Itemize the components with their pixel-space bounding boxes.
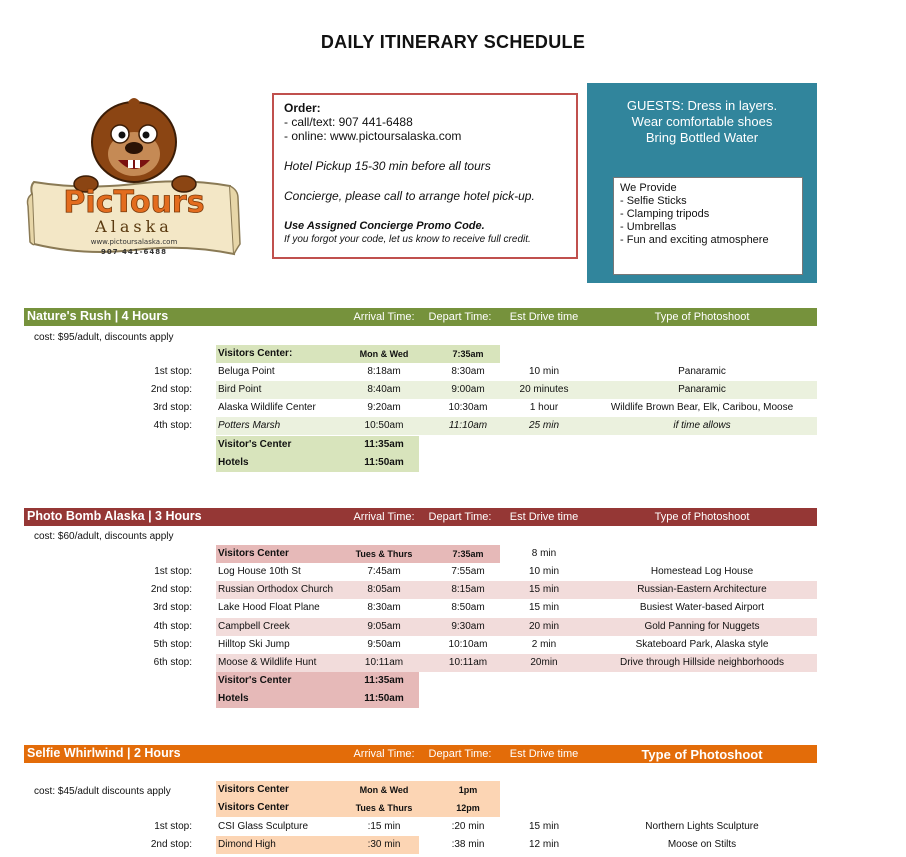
- photoshoot-type: if time allows: [673, 420, 731, 431]
- depart-time: 8:50am: [451, 602, 485, 613]
- logo-brand-bottom: Alaska: [95, 217, 173, 236]
- provide-item: - Umbrellas: [620, 221, 677, 233]
- stop-label: 2nd stop:: [150, 384, 192, 395]
- col-drive: Est Drive time: [509, 748, 579, 760]
- stop-label: 4th stop:: [153, 420, 192, 431]
- schedule-row: [24, 454, 817, 472]
- drive-time: 15 min: [528, 602, 559, 613]
- stop-label: [124, 781, 192, 799]
- schedule-row: [24, 672, 817, 690]
- depart-time: 9:30am: [451, 621, 485, 632]
- tour-cost: cost: $95/adult, discounts apply: [34, 332, 174, 343]
- drive-time: [504, 799, 584, 817]
- depart-time: [428, 672, 508, 690]
- arrival-time: Tues & Thurs: [355, 549, 413, 559]
- stop-location: Lake Hood Float Plane: [218, 602, 320, 613]
- schedule-row: [24, 563, 817, 581]
- schedule-row: [24, 618, 817, 636]
- logo-phone: 907 441-6488: [100, 248, 168, 256]
- guest-line-2: Wear comfortable shoes: [631, 114, 773, 129]
- stop-location: Moose & Wildlife Hunt: [218, 657, 317, 668]
- drive-time: [504, 781, 584, 799]
- col-type: Type of Photoshoot: [654, 311, 750, 323]
- depart-time: 10:10am: [448, 639, 488, 650]
- col-depart: Depart Time:: [428, 748, 492, 760]
- photoshoot-type: Northern Lights Sculpture: [645, 821, 759, 832]
- tour-header: [24, 308, 817, 326]
- arrival-time: 8:18am: [367, 366, 401, 377]
- drive-time: 15 min: [528, 584, 559, 595]
- stop-location: Visitor's Center: [218, 675, 292, 686]
- stop-location: Visitors Center: [218, 802, 289, 813]
- depart-time: [428, 690, 508, 708]
- stop-location: Beluga Point: [218, 366, 275, 377]
- drive-time: 20 min: [528, 621, 559, 632]
- arrival-time: 7:45am: [367, 566, 401, 577]
- photoshoot-type: Skateboard Park, Alaska style: [635, 639, 769, 650]
- schedule-row: [24, 599, 817, 617]
- stop-location: Visitors Center:: [218, 348, 293, 359]
- stop-location: Dimond High: [218, 839, 276, 850]
- schedule-row: [24, 690, 817, 708]
- logo-website: www.pictoursalaska.com: [90, 238, 178, 246]
- provide-item: - Clamping tripods: [620, 208, 710, 220]
- drive-time: 8 min: [531, 548, 557, 559]
- photoshoot-type: [584, 799, 820, 817]
- stop-location: Campbell Creek: [218, 621, 290, 632]
- stop-location: Alaska Wildlife Center: [218, 402, 316, 413]
- order-forgot: If you forgot your code, let us know to receive full credit.: [284, 234, 531, 245]
- col-type: Type of Photoshoot: [654, 511, 750, 523]
- arrival-time: :30 min: [367, 839, 401, 850]
- stop-location: Visitor's Center: [218, 439, 292, 450]
- provide-title: We Provide: [620, 182, 677, 194]
- arrival-time: 10:11am: [364, 657, 404, 668]
- stop-location: Bird Point: [218, 384, 262, 395]
- stop-location: Visitors Center: [218, 548, 289, 559]
- drive-time: 1 hour: [529, 402, 559, 413]
- drive-time: 10 min: [528, 366, 559, 377]
- depart-time: 11:10am: [448, 420, 488, 431]
- depart-time: 7:55am: [451, 566, 485, 577]
- arrival-time: 11:35am: [364, 439, 404, 450]
- tour-cost: cost: $45/adult discounts apply: [34, 786, 171, 797]
- order-heading: Order:: [284, 101, 321, 115]
- guest-info-box: [587, 83, 817, 283]
- we-provide-box: [613, 177, 803, 275]
- drive-time: 25 min: [528, 420, 559, 431]
- arrival-time: 10:50am: [364, 420, 404, 431]
- logo-brand-top: PicTours: [63, 185, 205, 220]
- photoshoot-type: Wildlife Brown Bear, Elk, Caribou, Moose: [610, 402, 794, 413]
- stop-label: [124, 436, 192, 454]
- stop-location: Visitors Center: [218, 784, 289, 795]
- schedule-row: [24, 818, 817, 836]
- schedule-row: [24, 781, 817, 799]
- arrival-time: 8:40am: [367, 384, 401, 395]
- stop-location: Hilltop Ski Jump: [218, 639, 290, 650]
- tour-name: Selfie Whirlwind | 2 Hours: [27, 746, 181, 760]
- depart-time: 10:11am: [448, 657, 488, 668]
- schedule-row: [24, 381, 817, 399]
- col-type: Type of Photoshoot: [641, 747, 763, 762]
- depart-time: :38 min: [451, 839, 485, 850]
- col-arrival: Arrival Time:: [353, 748, 415, 760]
- stop-location: Russian Orthodox Church: [218, 584, 334, 595]
- pictours-logo: [24, 94, 246, 262]
- col-depart: Depart Time:: [428, 311, 492, 323]
- schedule-row: [24, 417, 817, 435]
- guest-line-1: GUESTS: Dress in layers.: [626, 98, 778, 113]
- photoshoot-type: [584, 436, 820, 454]
- col-drive: Est Drive time: [509, 511, 579, 523]
- stop-label: 2nd stop:: [150, 839, 192, 850]
- provide-item: - Selfie Sticks: [620, 195, 687, 207]
- tour-cost: cost: $60/adult, discounts apply: [34, 531, 174, 542]
- col-arrival: Arrival Time:: [353, 311, 415, 323]
- depart-time: 10:30am: [448, 402, 488, 413]
- drive-time: [504, 672, 584, 690]
- stop-label: 2nd stop:: [150, 584, 192, 595]
- tour-header: [24, 745, 817, 763]
- drive-time: 12 min: [528, 839, 559, 850]
- drive-time: 20 minutes: [519, 384, 569, 395]
- photoshoot-type: Russian-Eastern Architecture: [637, 584, 767, 595]
- stop-label: 1st stop:: [154, 366, 192, 377]
- col-drive: Est Drive time: [509, 311, 579, 323]
- schedule-row: [24, 436, 817, 454]
- drive-time: [504, 436, 584, 454]
- photoshoot-type: [584, 454, 820, 472]
- tour-name: Nature's Rush | 4 Hours: [27, 309, 169, 323]
- photoshoot-type: Panaramic: [678, 366, 726, 377]
- depart-time: 7:35am: [452, 549, 484, 559]
- schedule-row: [24, 799, 817, 817]
- drive-time: 20min: [530, 657, 558, 668]
- order-online: - online: www.pictoursalaska.com: [284, 129, 462, 143]
- stop-label: 4th stop:: [153, 621, 192, 632]
- depart-time: 8:15am: [451, 584, 485, 595]
- stop-label: [124, 672, 192, 690]
- photoshoot-type: Moose on Stilts: [667, 839, 737, 850]
- stop-location: Hotels: [218, 457, 249, 468]
- arrival-time: 11:50am: [364, 693, 404, 704]
- tour-header: [24, 508, 817, 526]
- arrival-time: 9:05am: [367, 621, 401, 632]
- arrival-time: 9:50am: [367, 639, 401, 650]
- order-promo: Use Assigned Concierge Promo Code.: [284, 220, 485, 232]
- drive-time: [504, 454, 584, 472]
- schedule-row: [24, 345, 817, 363]
- tour-name: Photo Bomb Alaska | 3 Hours: [27, 509, 202, 523]
- order-info-box: [272, 93, 578, 259]
- schedule-row: [24, 654, 817, 672]
- stop-label: [124, 345, 192, 363]
- stop-label: [124, 799, 192, 817]
- order-call: - call/text: 907 441-6488: [284, 115, 413, 129]
- photoshoot-type: Gold Panning for Nuggets: [644, 621, 760, 632]
- schedule-row: [24, 545, 817, 563]
- arrival-time: 8:30am: [367, 602, 401, 613]
- col-depart: Depart Time:: [428, 511, 492, 523]
- stop-location: Potters Marsh: [218, 420, 281, 431]
- depart-time: :20 min: [451, 821, 485, 832]
- stop-label: 6th stop:: [153, 657, 192, 668]
- photoshoot-type: Panaramic: [678, 384, 726, 395]
- photoshoot-type: [584, 345, 820, 363]
- col-arrival: Arrival Time:: [353, 511, 415, 523]
- guest-line-3: Bring Bottled Water: [645, 130, 759, 145]
- photoshoot-type: Drive through Hillside neighborhoods: [620, 657, 784, 668]
- schedule-row: [24, 636, 817, 654]
- drive-time: 2 min: [531, 639, 557, 650]
- photoshoot-type: Homestead Log House: [650, 566, 754, 577]
- stop-location: CSI Glass Sculpture: [218, 821, 309, 832]
- arrival-time: :15 min: [367, 821, 401, 832]
- schedule-row: [24, 399, 817, 417]
- depart-time: 7:35am: [452, 349, 484, 359]
- stop-label: 3rd stop:: [153, 602, 192, 613]
- arrival-time: 8:05am: [367, 584, 401, 595]
- photoshoot-type: [584, 672, 820, 690]
- stop-location: Log House 10th St: [218, 566, 301, 577]
- drive-time: 15 min: [528, 821, 559, 832]
- schedule-row: [24, 581, 817, 599]
- drive-time: [504, 690, 584, 708]
- depart-time: 12pm: [456, 803, 480, 813]
- arrival-time: 9:20am: [367, 402, 401, 413]
- beaver-mascot-icon: [24, 94, 246, 262]
- provide-item: - Fun and exciting atmosphere: [620, 234, 769, 246]
- stop-label: 1st stop:: [154, 821, 192, 832]
- photoshoot-type: [584, 690, 820, 708]
- depart-time: 1pm: [458, 785, 478, 795]
- drive-time: [504, 345, 584, 363]
- arrival-time: Tues & Thurs: [355, 803, 413, 813]
- arrival-time: Mon & Wed: [359, 785, 409, 795]
- schedule-row: [24, 836, 817, 854]
- photoshoot-type: [584, 781, 820, 799]
- stop-label: 5th stop:: [153, 639, 192, 650]
- arrival-time: 11:35am: [364, 675, 404, 686]
- stop-label: [124, 690, 192, 708]
- drive-time: 10 min: [528, 566, 559, 577]
- depart-time: [428, 454, 508, 472]
- stop-label: [124, 545, 192, 563]
- stop-label: 1st stop:: [154, 566, 192, 577]
- page-title: DAILY ITINERARY SCHEDULE: [320, 32, 586, 52]
- depart-time: 8:30am: [451, 366, 485, 377]
- photoshoot-type: [584, 545, 820, 563]
- order-concierge: Concierge, please call to arrange hotel pick-up.: [284, 189, 535, 203]
- depart-time: 9:00am: [451, 384, 485, 395]
- arrival-time: Mon & Wed: [359, 349, 409, 359]
- schedule-row: [24, 363, 817, 381]
- stop-label: [124, 454, 192, 472]
- arrival-time: 11:50am: [364, 457, 404, 468]
- stop-location: Hotels: [218, 693, 249, 704]
- order-pickup: Hotel Pickup 15-30 min before all tours: [284, 159, 491, 173]
- stop-label: 3rd stop:: [153, 402, 192, 413]
- photoshoot-type: Busiest Water-based Airport: [639, 602, 765, 613]
- depart-time: [428, 436, 508, 454]
